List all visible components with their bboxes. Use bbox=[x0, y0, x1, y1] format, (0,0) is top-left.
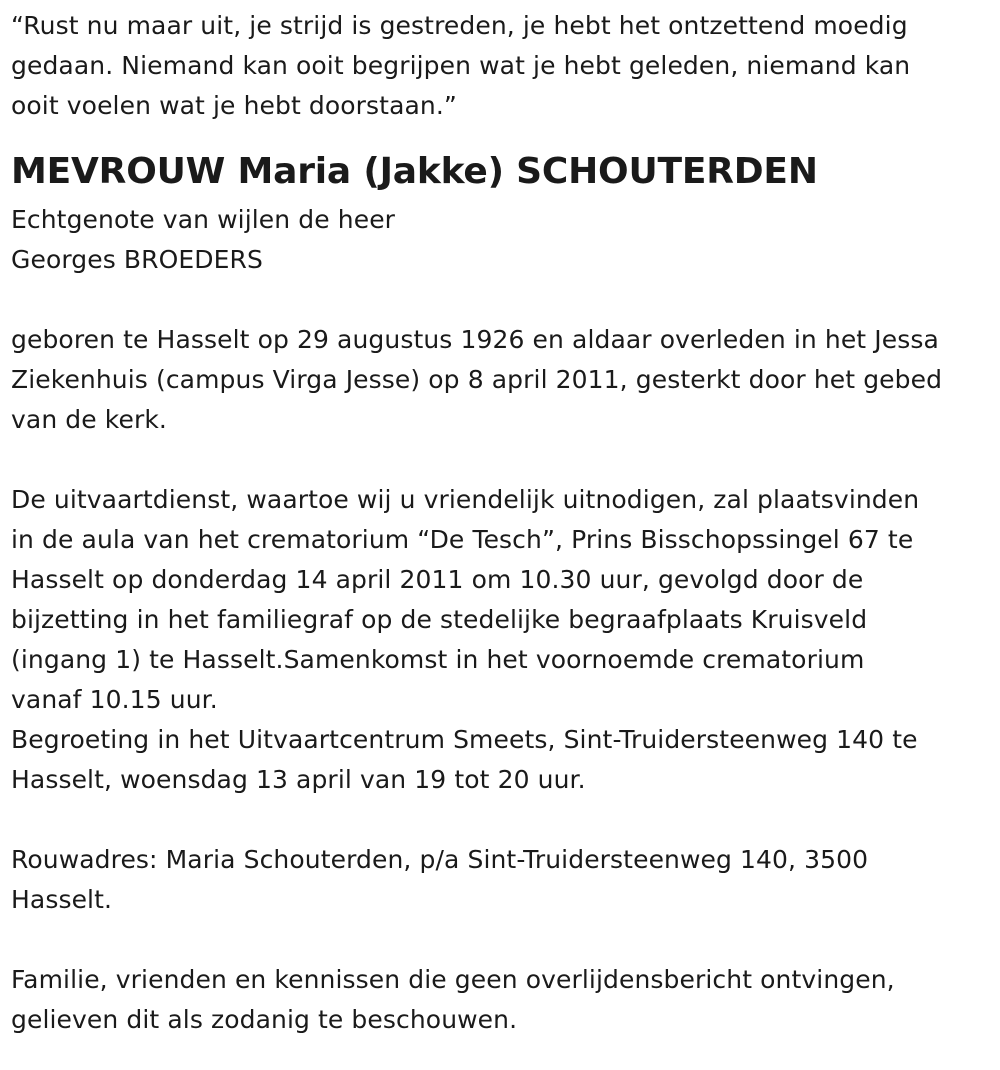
paragraph-spacer bbox=[11, 800, 993, 840]
memorial-quote bbox=[11, 6, 993, 126]
quote-line: “Rust nu maar uit, je strijd is gestreden, je hebt het ontzettend moedig bbox=[11, 11, 908, 40]
deceased-name: MEVROUW Maria (Jakke) SCHOUTERDEN bbox=[11, 151, 818, 192]
quote-line: ooit voelen wat je hebt doorstaan.” bbox=[11, 91, 457, 120]
service-line: (ingang 1) te Hasselt.Samenkomst in het voornoemde crematorium bbox=[11, 645, 865, 674]
birth-line: Ziekenhuis (campus Virga Jesse) op 8 april 2011, gesterkt door het gebed bbox=[11, 365, 943, 394]
paragraph-spacer bbox=[11, 440, 993, 480]
paragraph-spacer bbox=[11, 920, 993, 960]
spouse-line: Georges BROEDERS bbox=[11, 245, 263, 274]
service-line: Begroeting in het Uitvaartcentrum Smeets, Sint-Truidersteenweg 140 te bbox=[11, 725, 918, 754]
birth-line: geboren te Hasselt op 29 augustus 1926 en aldaar overleden in het Jessa bbox=[11, 325, 939, 354]
spouse-info bbox=[11, 200, 993, 280]
service-line: De uitvaartdienst, waartoe wij u vriendelijk uitnodigen, zal plaatsvinden bbox=[11, 485, 920, 514]
service-line: in de aula van het crematorium “De Tesch”, Prins Bisschopssingel 67 te bbox=[11, 525, 914, 554]
mourning-address-paragraph bbox=[11, 840, 993, 920]
death-notice bbox=[11, 6, 993, 1040]
service-line: vanaf 10.15 uur. bbox=[11, 685, 218, 714]
spouse-line: Echtgenote van wijlen de heer bbox=[11, 205, 396, 234]
service-line: Hasselt, woensdag 13 april van 19 tot 20 uur. bbox=[11, 765, 586, 794]
address-line: Hasselt. bbox=[11, 885, 113, 914]
paragraph-spacer bbox=[11, 280, 993, 320]
closing-paragraph bbox=[11, 960, 993, 1040]
closing-line: gelieven dit als zodanig te beschouwen. bbox=[11, 1005, 518, 1034]
funeral-service-paragraph bbox=[11, 480, 993, 800]
address-line: Rouwadres: Maria Schouterden, p/a Sint-Truidersteenweg 140, 3500 bbox=[11, 845, 869, 874]
birth-death-paragraph bbox=[11, 320, 993, 440]
quote-line: gedaan. Niemand kan ooit begrijpen wat je hebt geleden, niemand kan bbox=[11, 51, 911, 80]
service-line: Hasselt op donderdag 14 april 2011 om 10.30 uur, gevolgd door de bbox=[11, 565, 864, 594]
service-line: bijzetting in het familiegraf op de stedelijke begraafplaats Kruisveld bbox=[11, 605, 868, 634]
closing-line: Familie, vrienden en kennissen die geen overlijdensbericht ontvingen, bbox=[11, 965, 895, 994]
birth-line: van de kerk. bbox=[11, 405, 167, 434]
